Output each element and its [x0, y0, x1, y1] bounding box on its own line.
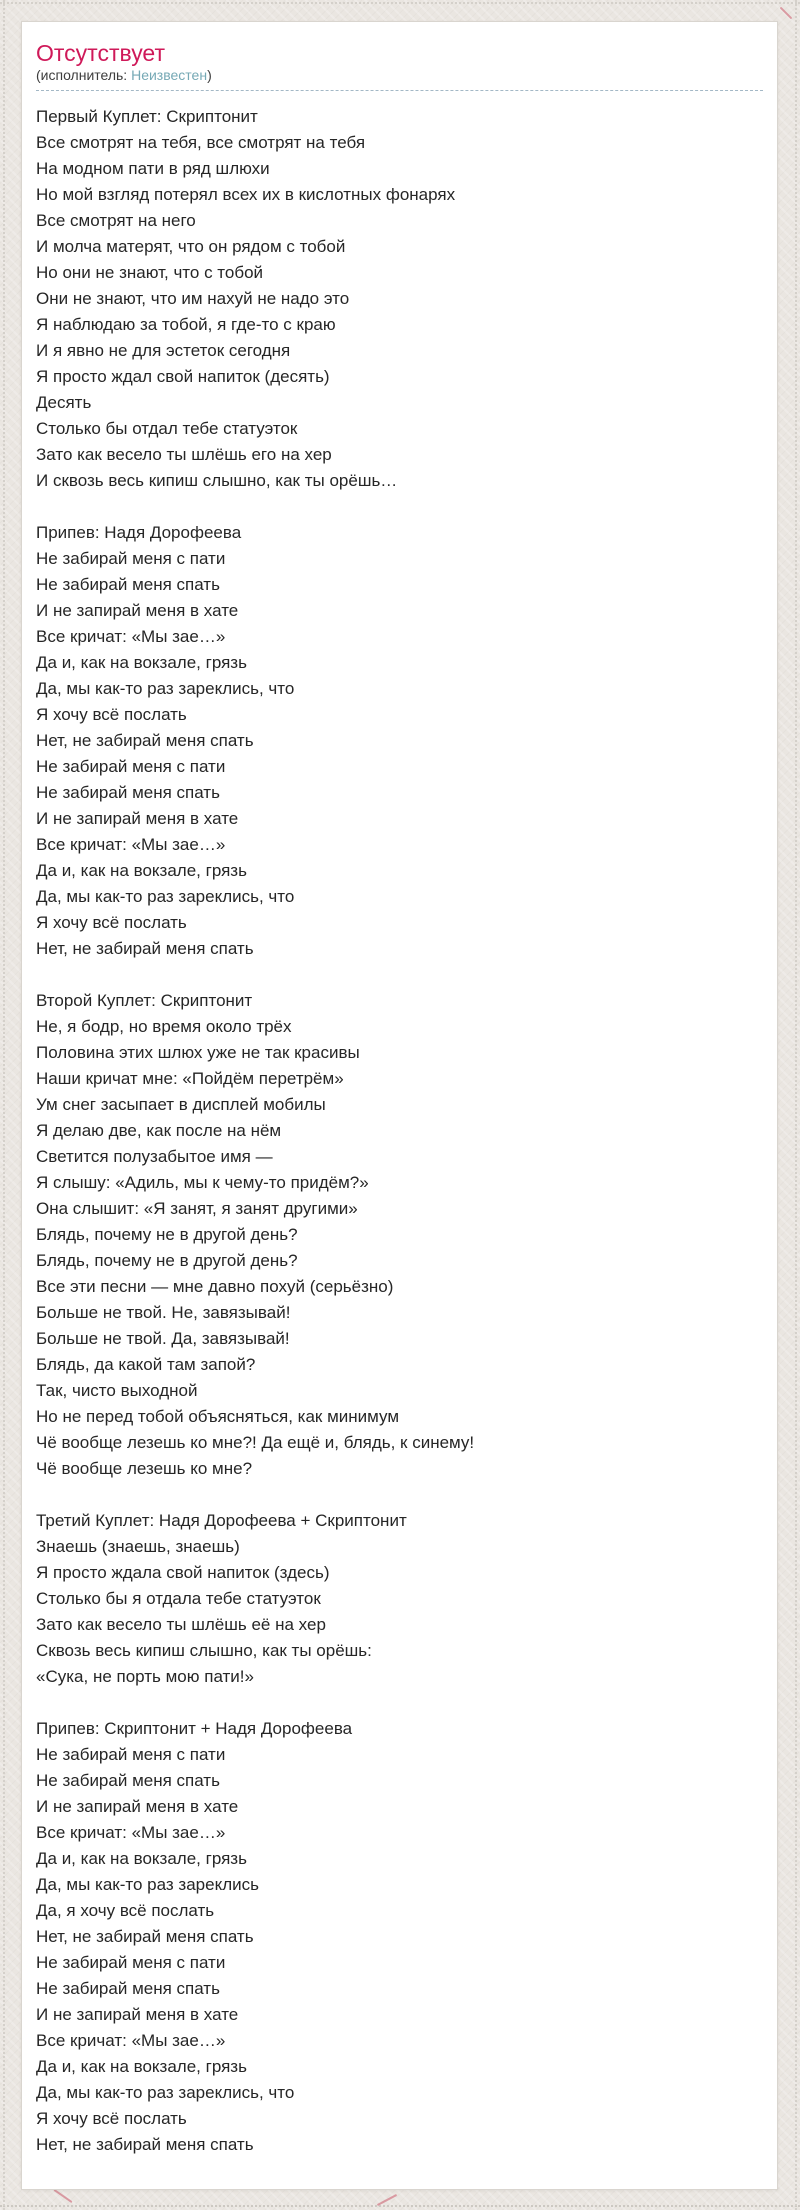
lyric-line: Сквозь весь кипиш слышно, как ты орёшь:: [36, 1641, 372, 1661]
texture-scratch: [377, 2194, 397, 2206]
lyric-line: Да и, как на вокзале, грязь: [36, 653, 247, 673]
artist-label: (исполнитель:: [36, 67, 128, 84]
lyric-line: Я хочу всё послать: [36, 913, 187, 933]
lyric-line: Чё вообще лезешь ко мне?: [36, 1459, 253, 1479]
stanza: [36, 104, 763, 494]
lyric-line: Столько бы я отдала тебе статуэток: [36, 1589, 321, 1609]
stanza: [36, 988, 763, 1482]
lyric-line: Не забирай меня с пати: [36, 549, 226, 569]
artist-link[interactable]: Неизвестен: [131, 67, 208, 84]
lyric-line: Второй Куплет: Скриптонит: [36, 991, 253, 1011]
lyric-line: Но не перед тобой объясняться, как минимум: [36, 1407, 400, 1427]
lyric-line: Я хочу всё послать: [36, 705, 187, 725]
lyric-line: Нет, не забирай меня спать: [36, 2135, 254, 2155]
lyric-line: Да и, как на вокзале, грязь: [36, 861, 247, 881]
lyric-line: Так, чисто выходной: [36, 1381, 198, 1401]
lyric-line: Блядь, почему не в другой день?: [36, 1251, 298, 1271]
lyric-line: Блядь, да какой там запой?: [36, 1355, 256, 1375]
stanza: [36, 520, 763, 962]
lyric-line: Все смотрят на тебя, все смотрят на тебя: [36, 133, 366, 153]
lyric-line: Нет, не забирай меня спать: [36, 939, 254, 959]
stitched-border-right: [795, 0, 797, 2210]
lyric-line: Припев: Скриптонит + Надя Дорофеева: [36, 1719, 353, 1739]
lyric-line: Все кричат: «Мы зае…»: [36, 1823, 226, 1843]
lyric-line: Я просто ждала свой напиток (здесь): [36, 1563, 330, 1583]
lyric-line: Да, мы как-то раз зареклись, что: [36, 2083, 295, 2103]
lyric-line: Не забирай меня спать: [36, 1771, 220, 1791]
lyric-line: Да и, как на вокзале, грязь: [36, 1849, 247, 1869]
lyric-line: Зато как весело ты шлёшь её на хер: [36, 1615, 326, 1635]
lyric-line: Не забирай меня спать: [36, 1979, 220, 1999]
lyric-line: Да и, как на вокзале, грязь: [36, 2057, 247, 2077]
lyric-line: Не забирай меня спать: [36, 575, 220, 595]
lyric-line: Да, мы как-то раз зареклись, что: [36, 887, 295, 907]
lyric-line: Не забирай меня с пати: [36, 757, 226, 777]
lyric-line: Я слышу: «Адиль, мы к чему-то придём?»: [36, 1173, 369, 1193]
lyric-line: Наши кричат мне: «Пойдём перетрём»: [36, 1069, 344, 1089]
stitched-border-top: [0, 2, 800, 4]
lyric-line: Столько бы отдал тебе статуэток: [36, 419, 298, 439]
lyric-line: Я просто ждал свой напиток (десять): [36, 367, 330, 387]
lyric-line: Но они не знают, что с тобой: [36, 263, 264, 283]
lyric-line: Она слышит: «Я занят, я занят другими»: [36, 1199, 358, 1219]
texture-scratch: [53, 2189, 72, 2203]
lyric-line: Десять: [36, 393, 92, 413]
lyric-line: Не забирай меня с пати: [36, 1745, 226, 1765]
lyric-line: Зато как весело ты шлёшь его на хер: [36, 445, 332, 465]
lyric-line: Знаешь (знаешь, знаешь): [36, 1537, 240, 1557]
lyric-line: Третий Куплет: Надя Дорофеева + Скриптонит: [36, 1511, 407, 1531]
lyric-line: Да, мы как-то раз зареклись: [36, 1875, 259, 1895]
lyric-line: Нет, не забирай меня спать: [36, 1927, 254, 1947]
lyric-line: Все эти песни — мне давно похуй (серьёзно): [36, 1277, 394, 1297]
lyric-line: И не запирай меня в хате: [36, 601, 239, 621]
lyric-line: Все смотрят на него: [36, 211, 196, 231]
lyric-line: На модном пати в ряд шлюхи: [36, 159, 270, 179]
lyric-line: Все кричат: «Мы зае…»: [36, 627, 226, 647]
lyric-line: Они не знают, что им нахуй не надо это: [36, 289, 350, 309]
lyric-line: Я наблюдаю за тобой, я где-то с краю: [36, 315, 336, 335]
lyric-line: Чё вообще лезешь ко мне?! Да ещё и, блядь, к синему!: [36, 1433, 475, 1453]
lyric-line: Половина этих шлюх уже не так красивы: [36, 1043, 360, 1063]
lyric-line: И я явно не для эстеток сегодня: [36, 341, 291, 361]
lyric-line: Припев: Надя Дорофеева: [36, 523, 242, 543]
lyric-line: Первый Куплет: Скриптонит: [36, 107, 258, 127]
lyric-line: Больше не твой. Не, завязывай!: [36, 1303, 291, 1323]
lyrics: [36, 104, 763, 2158]
lyric-line: Я делаю две, как после на нём: [36, 1121, 282, 1141]
stanza: [36, 1508, 763, 1690]
lyric-line: И молча матерят, что он рядом с тобой: [36, 237, 346, 257]
artist-paren: ): [207, 67, 212, 84]
lyric-line: И не запирай меня в хате: [36, 809, 239, 829]
lyric-line: Светится полузабытое имя —: [36, 1147, 273, 1167]
lyric-line: Больше не твой. Да, завязывай!: [36, 1329, 290, 1349]
lyric-line: И не запирай меня в хате: [36, 1797, 239, 1817]
stanza: [36, 1716, 763, 2158]
lyric-line: Нет, не забирай меня спать: [36, 731, 254, 751]
lyric-line: Не забирай меня с пати: [36, 1953, 226, 1973]
texture-scratch: [780, 7, 793, 20]
lyric-line: Ум снег засыпает в дисплей мобилы: [36, 1095, 326, 1115]
lyric-line: «Сука, не порть мою пати!»: [36, 1667, 254, 1687]
lyric-line: Я хочу всё послать: [36, 2109, 187, 2129]
lyric-line: Не, я бодр, но время около трёх: [36, 1017, 292, 1037]
song-title: Отсутствует: [36, 40, 165, 66]
artist-line: [36, 67, 763, 91]
lyric-line: Все кричат: «Мы зае…»: [36, 2031, 226, 2051]
lyric-line: Не забирай меня спать: [36, 783, 220, 803]
lyric-line: Да, я хочу всё послать: [36, 1901, 215, 1921]
lyrics-card: [21, 21, 778, 2190]
lyric-line: И не запирай меня в хате: [36, 2005, 239, 2025]
lyric-line: Все кричат: «Мы зае…»: [36, 835, 226, 855]
lyric-line: И сквозь весь кипиш слышно, как ты орёшь…: [36, 471, 398, 491]
lyric-line: Да, мы как-то раз зареклись, что: [36, 679, 295, 699]
stitched-border-left: [3, 0, 5, 2210]
lyric-line: Блядь, почему не в другой день?: [36, 1225, 298, 1245]
stitched-border-bottom: [0, 2205, 800, 2207]
lyric-line: Но мой взгляд потерял всех их в кислотных фонарях: [36, 185, 456, 205]
